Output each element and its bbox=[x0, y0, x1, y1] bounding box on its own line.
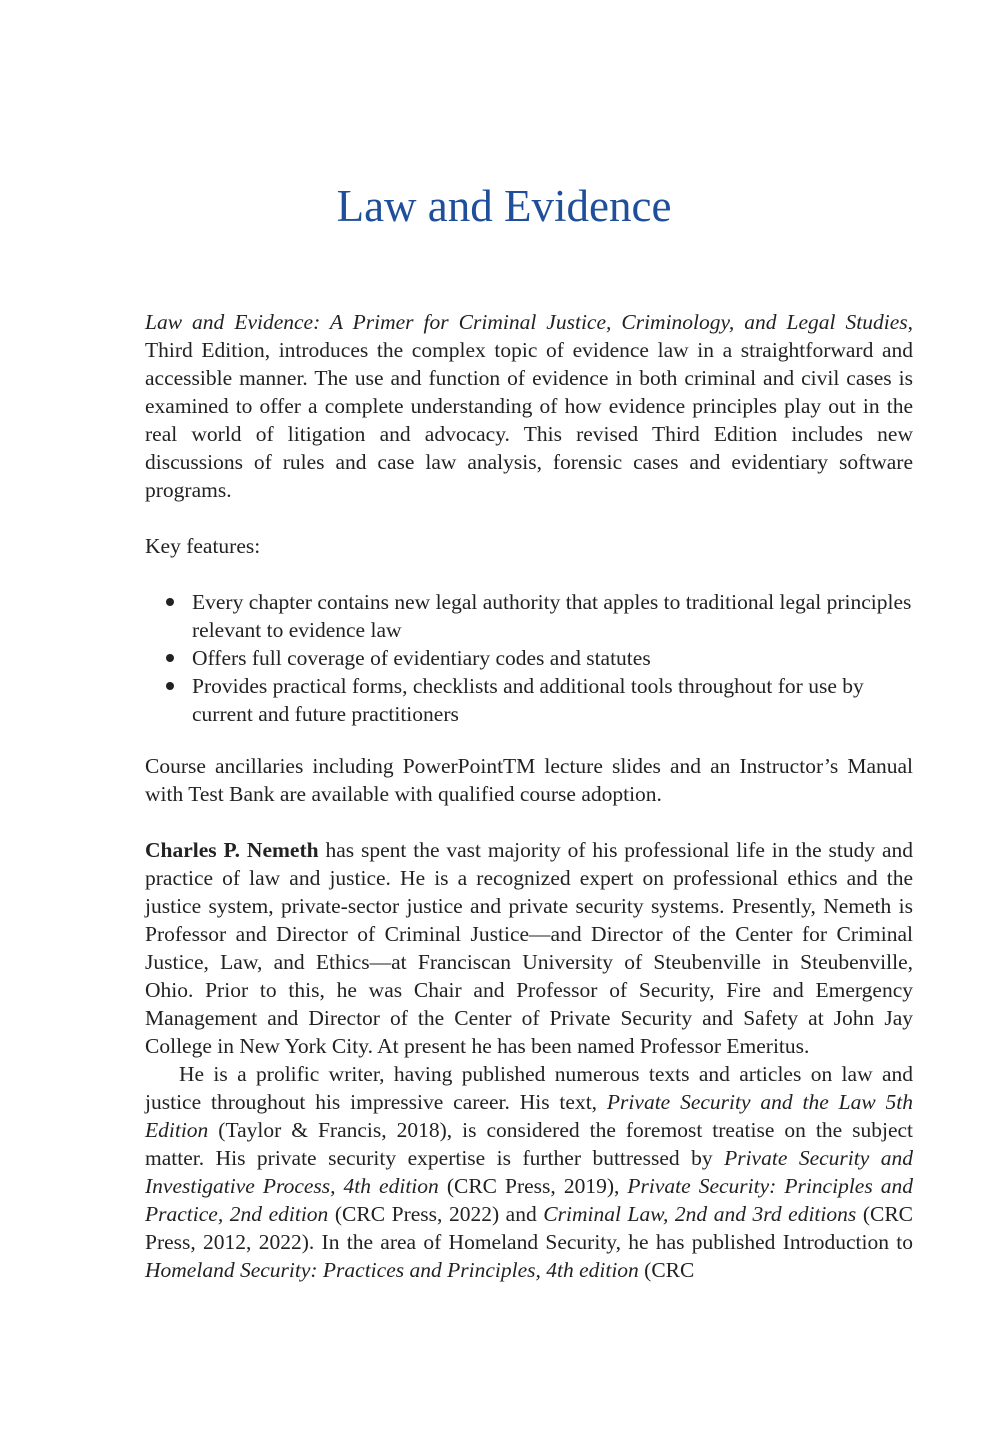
bio2-text-4: (CRC Press, 2022) and bbox=[328, 1202, 544, 1226]
list-item: Every chapter contains new legal authority that apples to traditional legal principles relevant to evidence law bbox=[192, 590, 912, 642]
book-title: Law and Evidence: A Primer for Criminal Justice, Criminology, and Legal Studies bbox=[145, 310, 908, 334]
bio-paragraph bbox=[145, 836, 913, 1060]
bio2-text-1: He is a prolific writer, having published numerous texts and articles on law and justice throughout his impressive career. His text, bbox=[145, 1062, 913, 1114]
book-title-3: Private Security: Principles and Practice, 2nd edition bbox=[145, 1174, 913, 1226]
bio2-text-6: (CRC bbox=[638, 1258, 695, 1282]
page-title: Law and Evidence bbox=[336, 181, 672, 231]
ancillaries-paragraph: Course ancillaries including PowerPointTM lecture slides and an Instructor’s Manual with Test Bank are available with qualified course adoption. bbox=[145, 754, 913, 806]
key-features-label: Key features: bbox=[145, 534, 261, 558]
author-name: Charles P. Nemeth bbox=[145, 838, 319, 862]
intro-paragraph bbox=[145, 308, 913, 504]
bio2-text-5: (CRC Press, 2012, 2022). In the area of Homeland Security, he has published Introduction to bbox=[145, 1202, 913, 1254]
body-text bbox=[145, 308, 913, 1284]
intro-text: , Third Edition, introduces the complex topic of evidence law in a straightforward and accessible manner. The use and function of evidence in both criminal and civil cases is examined to offer a complete understanding of how evidence principles play out in the real world of litigation and advocacy. This revised Third Edition includes new discussions of rules and case law analysis, forensic cases and evidentiary software programs. bbox=[145, 310, 913, 502]
bio-text: has spent the vast majority of his professional life in the study and practice of law and justice. He is a recognized expert on professional ethics and the justice system, private-sector justice and private security systems. Presently, Nemeth is Professor and Director of Criminal Justice—and Director of the Center for Criminal Justice, Law, and Ethics—at Franciscan University of Steubenville in Steubenville, Ohio. Prior to this, he was Chair and Professor of Security, Fire and Emergency Management and Director of the Center of Private Security and Safety at John Jay College in New York City. At present he has been named Professor Emeritus. bbox=[145, 838, 913, 1058]
features-list bbox=[145, 588, 913, 728]
book-title-4: Criminal Law, 2nd and 3rd editions bbox=[543, 1202, 857, 1226]
bio2-text-3: (CRC Press, 2019), bbox=[438, 1174, 628, 1198]
bio-paragraph-2 bbox=[145, 1060, 913, 1284]
book-title-5: Homeland Security: Practices and Principles, 4th edition bbox=[145, 1258, 639, 1282]
book-title-2: Private Security and Investigative Process, 4th edition bbox=[145, 1146, 913, 1198]
bio2-text-2: (Taylor & Francis, 2018), is considered the foremost treatise on the subject matter. His private security expertise is further buttressed by bbox=[145, 1118, 913, 1170]
list-item: Provides practical forms, checklists and additional tools throughout for use by current and future practitioners bbox=[192, 672, 913, 728]
list-item: Offers full coverage of evidentiary codes and statutes bbox=[192, 644, 913, 672]
book-title-1: Private Security and the Law 5th Edition bbox=[145, 1090, 913, 1142]
